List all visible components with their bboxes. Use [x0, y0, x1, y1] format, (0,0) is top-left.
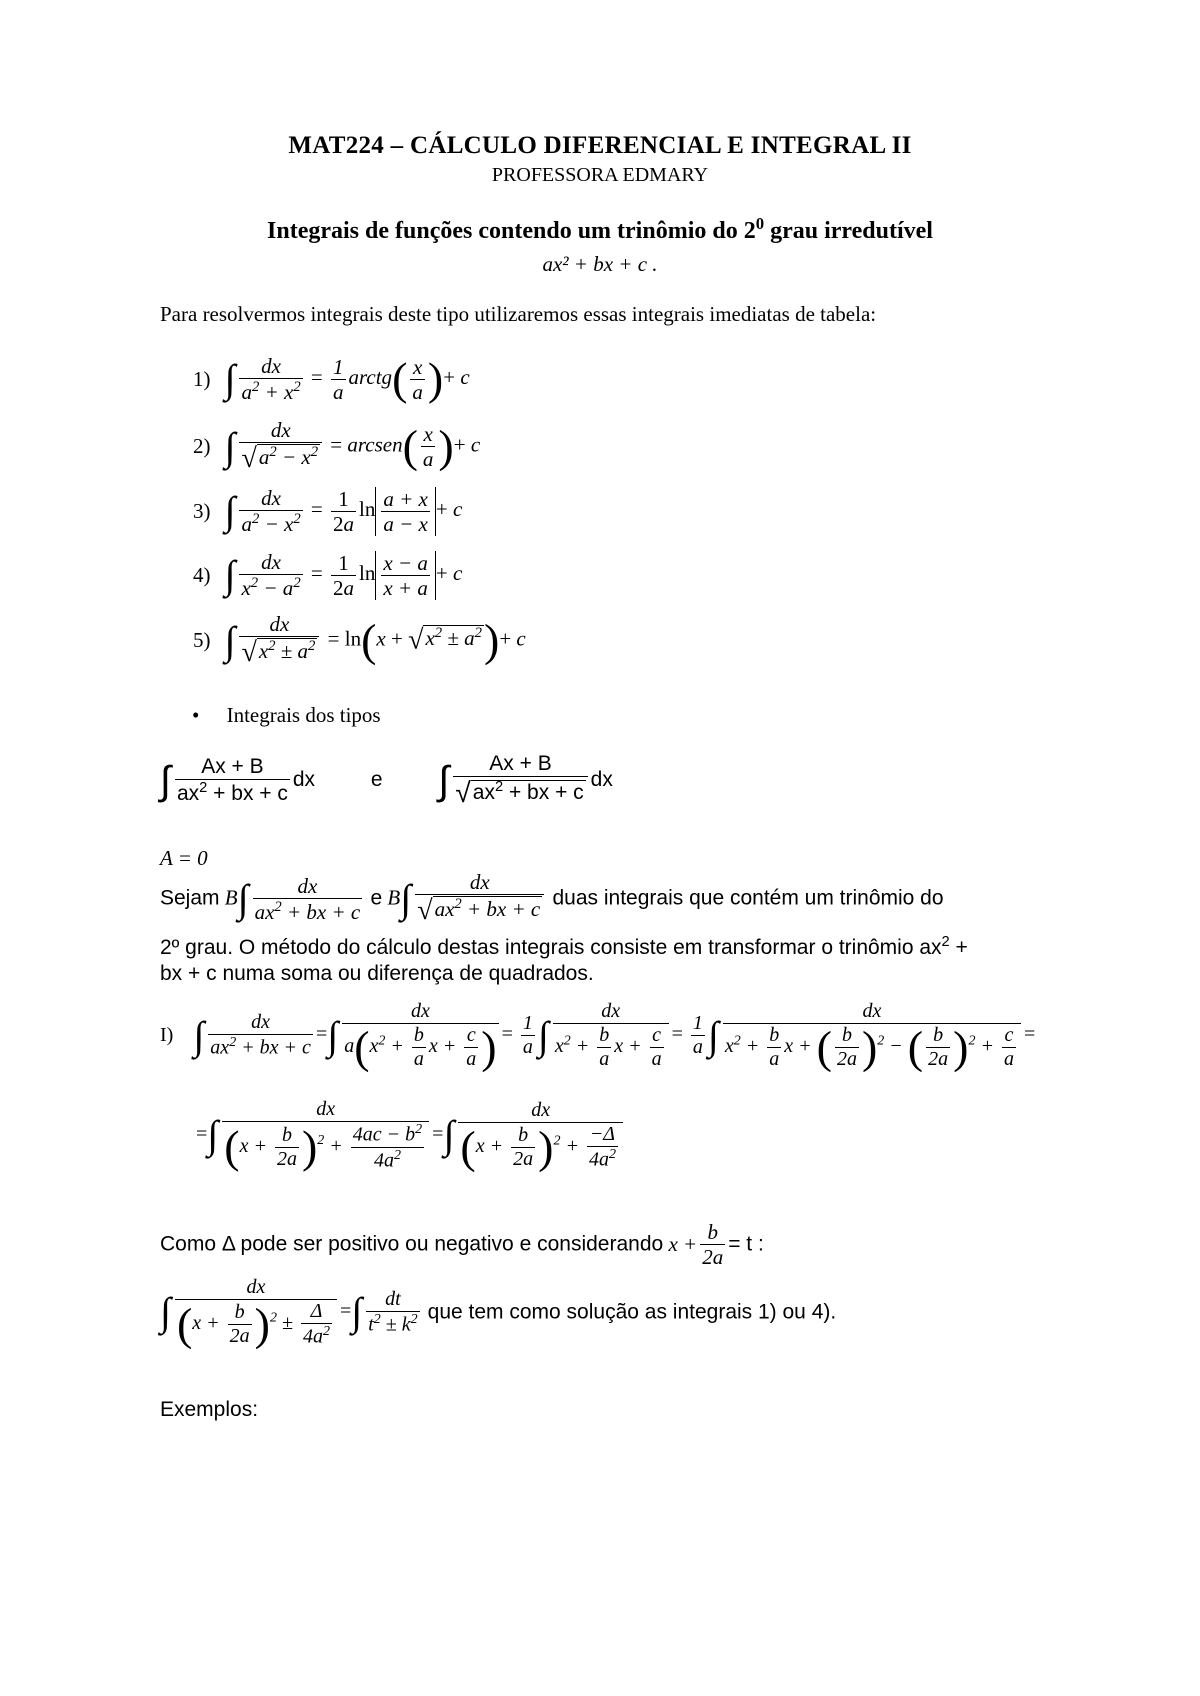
bullet-item	[192, 702, 381, 728]
trinomial-expression: ax² + bx + c .	[542, 252, 658, 276]
sejam-line: Sejam B∫ $\frac{dx}{ax^2 + bx + c}$ e B∫ $\frac{dx}{√ax^2 + bx + c}$ duas integrais que contém um trinômio do	[160, 870, 944, 927]
integral-types: ∫ $\frac{Ax + B}{ax^2 + bx + c}$ dx e ∫ $\frac{Ax + B}{√ax^2 + bx + c}$ dx	[160, 752, 613, 809]
table-integral-3: 3) ∫ $\frac{dx}{a^2 - x^2}$ = $\frac{1}{2a}$ ln $\frac{a + x}{a - x}$ + c	[193, 486, 463, 537]
table-integral-4: 4) ∫ $\frac{dx}{x^2 - a^2}$ = $\frac{1}{2a}$ ln $\frac{x - a}{x + a}$ + c	[193, 550, 463, 601]
table-integral-2: 2) ∫ $\frac{dx}{√a^2 - x^2}$ = arcsen( $\frac{x}{a}$ )+ c	[193, 418, 481, 475]
bullet-symbol: •	[192, 703, 200, 727]
table-integral-5: 5) ∫ $\frac{dx}{√x^2 \pm a^2}$ = $\ln(x + √x^2 \pm a^2)+ c$	[193, 612, 526, 669]
table-integral-1: 1) ∫ $\frac{dx}{a^2 + x^2}$ = $\frac{1}{a}$ arctg( $\frac{x}{a}$ )+ c	[193, 353, 470, 405]
derivation-line-2: =∫ dx (x + $\frac{b}{2a}$ )$^2$ + $\frac{4ac - b^2}{4a^2}$ =∫ dx (x + $\frac{b}{2a}$ )$^2$ + $\frac{-\Delta}{4a^2}$	[196, 1098, 626, 1172]
method-paragraph-line1: 2º grau. O método do cálculo destas integrais consiste em transformar o trinômio $ax^2$ +	[160, 934, 968, 959]
method-paragraph-line2: bx + c numa soma ou diferença de quadrados.	[160, 962, 594, 985]
intro-paragraph: Para resolvermos integrais deste tipo utilizaremos essas integrais imediatas de tabela:	[160, 302, 877, 326]
section-title: Integrais de funções contendo um trinômio do $2^0$ grau irredutível	[267, 214, 933, 244]
examples-heading: Exemplos:	[160, 1398, 259, 1421]
solution-line: ∫ dx (x + $\frac{b}{2a}$ )$^2$ ± $\frac{\Delta}{4a^2}$ =∫ $\frac{dt}{t^2 \pm k^2}$ que tem como solução as integrais 1) ou 4).	[160, 1276, 837, 1350]
case-a-zero: A = 0	[160, 846, 208, 870]
course-title: MAT224 – CÁLCULO DIFERENCIAL E INTEGRAL II	[288, 132, 912, 159]
derivation-line-1: I) ∫ $\frac{dx}{ax^2 + bx + c}$ =∫ dx $a(x^2$ + $\frac{b}{a}$ x + $\frac{c}{a}$ ) = $\frac{1}{a}$ ∫ dx $x^2$ + $\frac{b}{a}$ x + $\frac{c}{a}$ = $\frac{1}{a}$ ∫ dx $x^2$ + $\frac{b}{a}$ x + ( $\frac{b}{2a}$ )$^2$ − ( $\frac{b}{2a}$ )$^2$ + $\frac{c}{a}$ =	[160, 1000, 1036, 1073]
professor-name: PROFESSORA EDMARY	[491, 164, 709, 186]
substitution-line: Como Δ pode ser positivo ou negativo e considerando x + $\frac{b}{2a}$ = t :	[160, 1220, 764, 1270]
bullet-text: Integrais dos tipos	[226, 703, 381, 727]
